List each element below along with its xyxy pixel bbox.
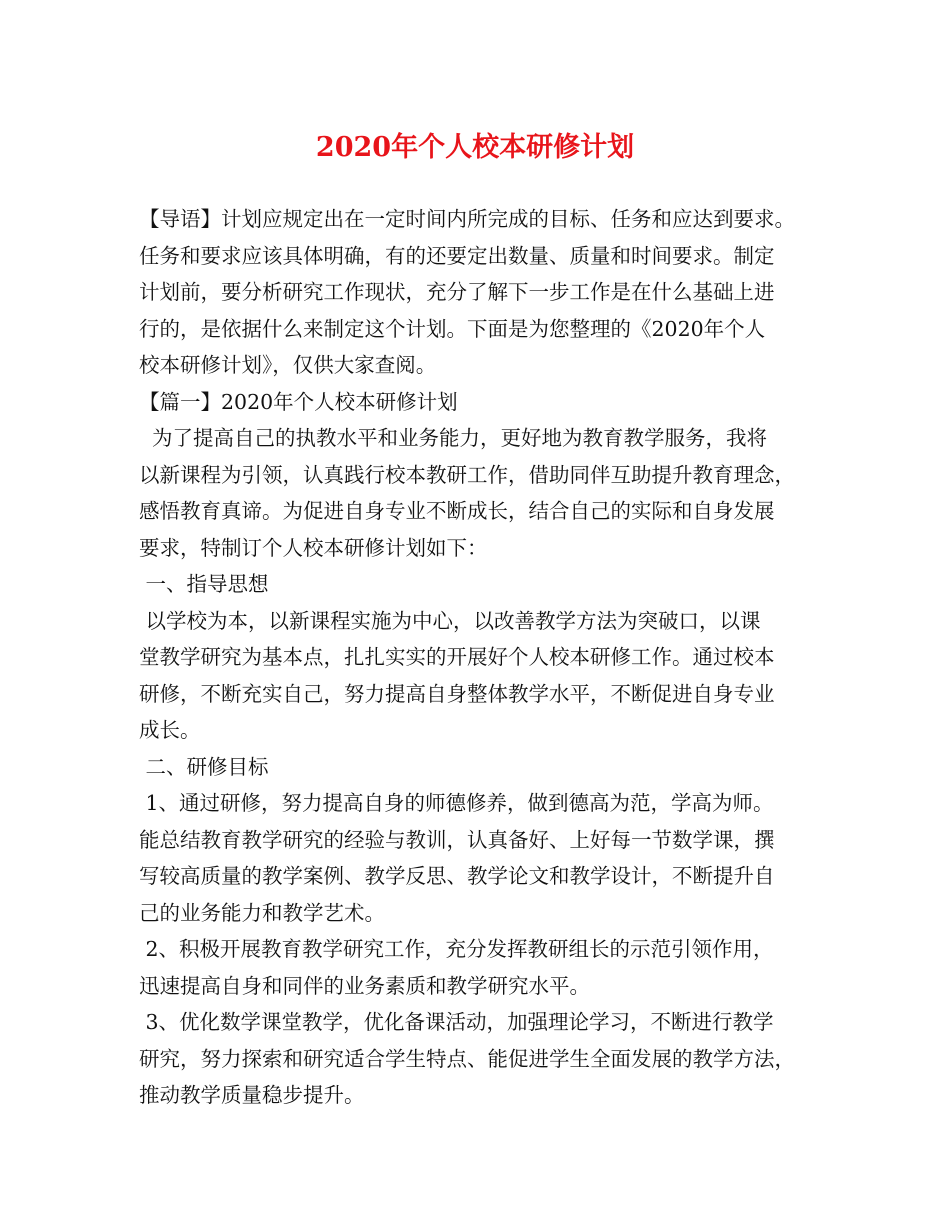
- paragraph-line: 能总结教育教学研究的经验与教训，认真备好、上好每一节数学课，撰: [139, 827, 775, 852]
- paragraph-line: 为了提高自己的执教水平和业务能力，更好地为教育教学服务，我将: [139, 426, 768, 450]
- paragraph-line: 行的，是依据什么来制定这个计划。下面是为您整理的《2020年个人: [139, 316, 766, 341]
- paragraph-line: 计划前，要分析研究工作现状，充分了解下一步工作是在什么基础上进: [139, 280, 775, 304]
- paragraph-line: 推动教学质量稳步提升。: [139, 1083, 365, 1107]
- paragraph-line: 研究，努力探索和研究适合学生特点、能促进学生全面发展的教学方法，: [139, 1046, 795, 1071]
- document-body: [139, 201, 839, 1114]
- paragraph-line: 研修，不断充实自己，努力提高自身整体教学水平，不断促进自身专业: [139, 681, 775, 706]
- paragraph-line: 3、优化数学课堂教学，优化备课活动，加强理论学习，不断进行教学: [139, 1010, 774, 1034]
- paragraph-line: 成长。: [139, 718, 201, 742]
- paragraph-line: 1、通过研修，努力提高自身的师德修养，做到德高为范，学高为师。: [139, 791, 774, 815]
- paragraph-line: 2、积极开展教育教学研究工作，充分发挥教研组长的示范引领作用，: [139, 937, 774, 961]
- paragraph-line: 感悟教育真谛。为促进自身专业不断成长，结合自己的实际和自身发展: [139, 499, 775, 523]
- paragraph-line: 堂教学研究为基本点，扎扎实实的开展好个人校本研修工作。通过校本: [139, 645, 775, 669]
- paragraph-line: 【导语】计划应规定出在一定时间内所完成的目标、任务和应达到要求。: [139, 207, 795, 231]
- paragraph-line: 迅速提高自身和同伴的业务素质和教学研究水平。: [139, 973, 590, 998]
- section-heading: 一、指导思想: [139, 572, 269, 596]
- section-heading: 【篇一】2020年个人校本研修计划: [139, 389, 458, 414]
- paragraph-line: 写较高质量的教学案例、教学反思、教学论文和教学设计，不断提升自: [139, 864, 775, 888]
- paragraph-line: 己的业务能力和教学艺术。: [139, 900, 385, 925]
- paragraph-line: 以新课程为引领，认真践行校本教研工作，借助同伴互助提升教育理念，: [139, 462, 795, 487]
- paragraph-line: 要求，特制订个人校本研修计划如下：: [139, 535, 488, 560]
- paragraph-line: 任务和要求应该具体明确，有的还要定出数量、质量和时间要求。制定: [139, 243, 775, 268]
- paragraph-line: 以学校为本，以新课程实施为中心，以改善教学方法为突破口，以课: [139, 608, 761, 633]
- paragraph-line: 校本研修计划》，仅供大家查阅。: [139, 353, 437, 377]
- document-title: 2020年个人校本研修计划: [315, 132, 635, 163]
- section-heading: 二、研修目标: [139, 754, 269, 779]
